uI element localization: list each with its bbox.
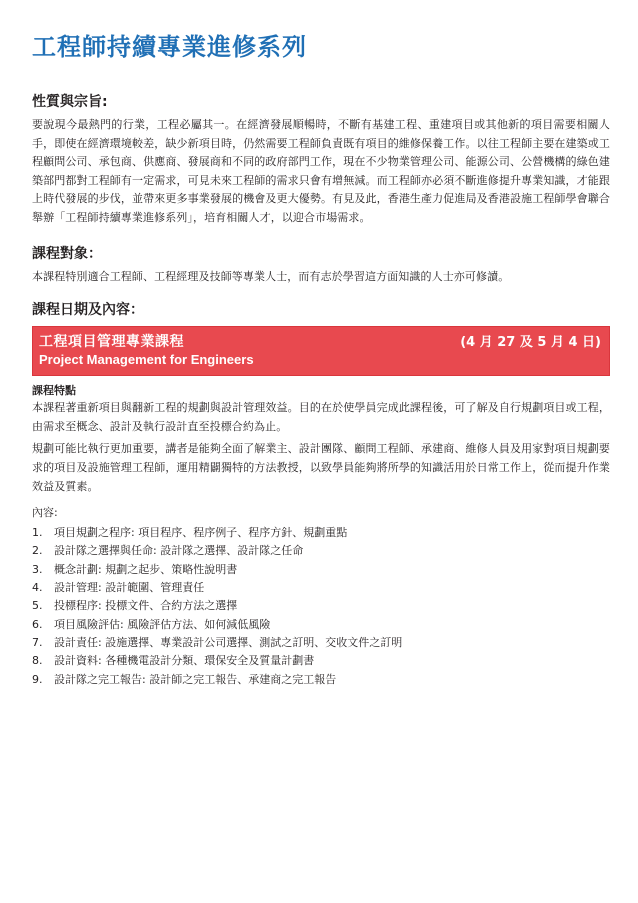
- list-item-number: 4.: [32, 581, 43, 595]
- content-list-item: [32, 524, 610, 542]
- content-list-item: [32, 542, 610, 560]
- list-item-text: 設計隊之完工報告: 設計師之完工報告、承建商之完工報告: [54, 672, 337, 686]
- content-list-item: [32, 616, 610, 634]
- list-item-text: 概念計劃: 規劃之起步、策略性說明書: [54, 562, 238, 576]
- list-item-number: 1.: [32, 526, 43, 540]
- nature-body: 要說現今最熱門的行業，工程必屬其一。在經濟發展順暢時，不斷有基建工程、重建項目或其他新的項目需要相關人手，即使在經濟環境較差，缺少新項目時，仍然需要工程師負責既有項目的維修保養工作。以往工程師主要在建築或工程顧問公司、承包商、供應商、發展商和不同的政府部門工作，現在不少物業管理公司、能源公司、公營機構的綠色建築部門都對工程師有一定需求，可見未來工程師的需求只會有增無減。而工程師亦必須不斷進修提升專業知識，才能跟上時代發展的步伐，並帶來更多事業發展的機會及更大優勢。有見及此，香港生產力促進局及香港設施工程師學會聯合舉辦「工程師持續專業進修系列」，培育相關人才，以迎合市場需求。: [32, 118, 610, 224]
- list-item-text: 設計責任: 設施選擇、專業設計公司選擇、測試之訂明、交收文件之訂明: [54, 635, 403, 649]
- features-paragraph-2: 規劃可能比執行更加重要，講者是能夠全面了解業主、設計團隊、顧問工程師、承建商、維修人員及用家對項目規劃要求的項目及設施管理工程師，運用精闢獨特的方法教授，以致學員能夠將所學的知識活用於日常工作上，從而提升作業效益及質素。: [32, 442, 610, 493]
- features-heading: 課程特點: [32, 384, 76, 398]
- document-page: [32, 30, 610, 689]
- list-item-number: 8.: [32, 654, 43, 668]
- list-item-text: 設計資料: 各種機電設計分類、環保安全及質量計劃書: [54, 654, 315, 668]
- list-item-number: 5.: [32, 599, 43, 613]
- audience-heading: 課程對象：: [32, 245, 102, 262]
- course-title-zh: 工程項目管理專業課程: [39, 334, 184, 351]
- course-dates: (4 月 27 及 5 月 4 日): [460, 335, 601, 351]
- list-item-number: 3.: [32, 562, 43, 576]
- content-list: [32, 524, 610, 689]
- list-item-text: 設計管理: 設計範圍、管理責任: [54, 581, 205, 595]
- content-list-item: [32, 561, 610, 579]
- audience-body: 本課程特別適合工程師、工程經理及技師等專業人士，而有志於學習這方面知識的人士亦可修讀。: [32, 269, 510, 283]
- content-list-item: [32, 579, 610, 597]
- content-list-item: [32, 634, 610, 652]
- list-item-number: 7.: [32, 635, 43, 649]
- course-banner: [32, 326, 610, 376]
- course-title-en: Project Management for Engineers: [39, 352, 254, 368]
- list-item-number: 9.: [32, 672, 43, 686]
- list-item-text: 項目風險評估: 風險評估方法、如何減低風險: [54, 617, 271, 631]
- list-item-number: 2.: [32, 544, 43, 558]
- list-item-number: 6.: [32, 617, 43, 631]
- content-list-item: [32, 671, 610, 689]
- list-item-text: 項目規劃之程序: 項目程序、程序例子、程序方針、規劃重點: [54, 526, 348, 540]
- features-paragraph-1: 本課程著重新項目與翻新工程的規劃與設計管理效益。目的在於使學員完成此課程後，可了解及自行規劃項目或工程，由需求至概念、設計及執行設計直至投標合約為止。: [32, 401, 610, 433]
- content-label: 內容:: [32, 506, 58, 520]
- content-list-item: [32, 597, 610, 615]
- content-list-item: [32, 652, 610, 670]
- page-title: 工程師持續專業進修系列: [32, 33, 307, 61]
- nature-heading: 性質與宗旨:: [32, 94, 108, 110]
- list-item-text: 設計隊之選擇與任命: 設計隊之選擇、設計隊之任命: [54, 544, 304, 558]
- list-item-text: 投標程序: 投標文件、合約方法之選擇: [54, 599, 238, 613]
- schedule-heading: 課程日期及內容：: [32, 302, 144, 319]
